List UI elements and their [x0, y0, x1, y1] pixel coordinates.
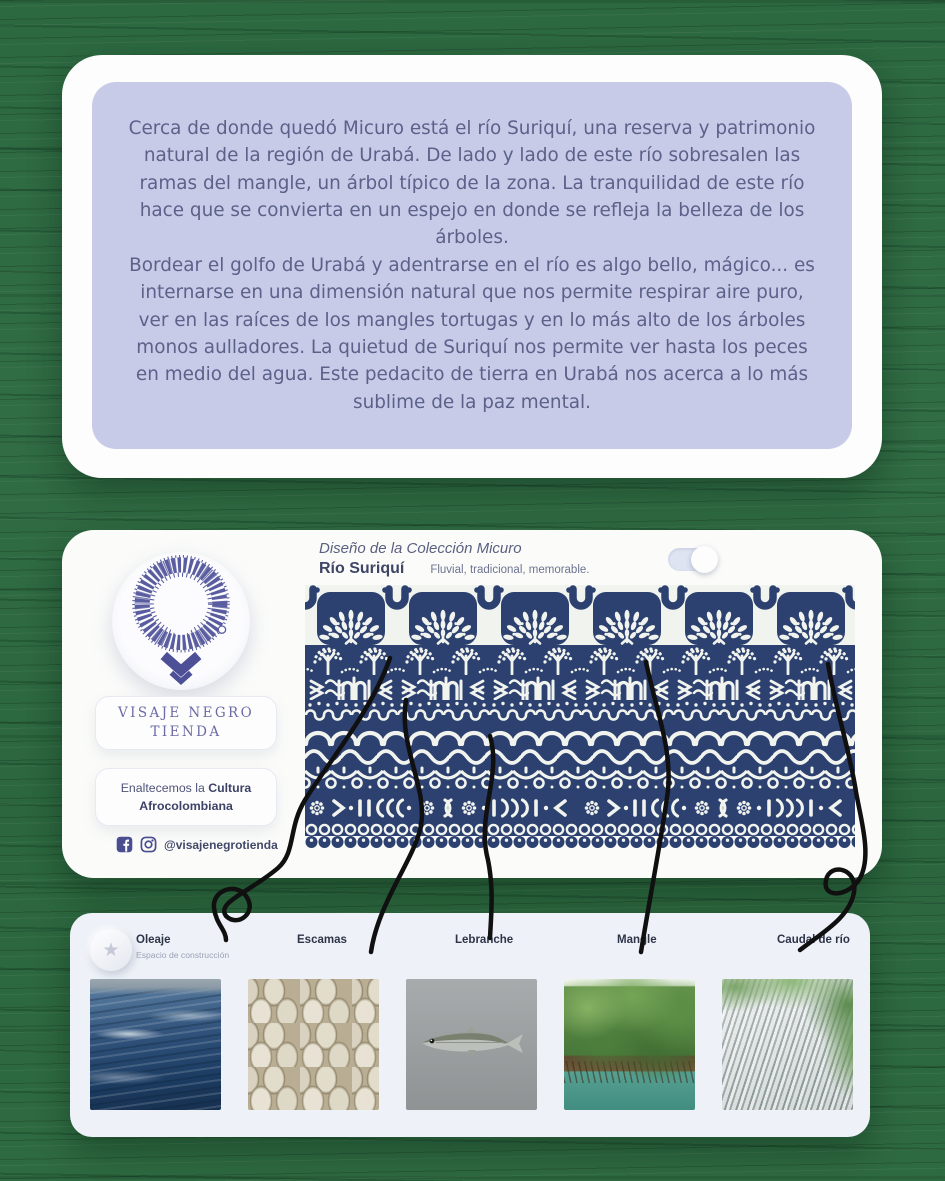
- social-row: [116, 836, 278, 853]
- caption-escamas: Escamas: [297, 934, 347, 946]
- textile-pattern-art: [305, 585, 855, 852]
- story-paragraph-2: Bordear el golfo de Urabá y adentrarse en el río es algo bello, mágico... es internarse en una dimensión natural que nos permite respirar aire puro, ver en las raíces de los mangles tortugas y en lo más alto de los árboles monos aulladores. La quietud de Suriquí nos permite ver hasta los peces en medio del agua. Este pedacito de tierra en Urabá nos acerca a lo más sublime de la paz mental.: [129, 254, 815, 413]
- inspiration-card: [70, 913, 870, 1137]
- caption-lebranche: Lebranche: [455, 934, 514, 946]
- design-tags: Fluvial, tradicional, memorable.: [430, 564, 590, 576]
- thumbnail-row: [90, 979, 853, 1110]
- tagline-line2: Afrocolombiana: [139, 799, 233, 813]
- caption-oleaje: Oleaje Espacio de construcción: [136, 934, 230, 960]
- fish-illustration: [406, 979, 537, 1110]
- star-icon: ★: [102, 939, 120, 961]
- design-card: [62, 530, 882, 878]
- thumbnail-mangle[interactable]: [564, 979, 695, 1110]
- caption-caudal: Caudal de río: [777, 934, 850, 946]
- toggle-knob: [691, 546, 718, 573]
- star-badge: [90, 929, 132, 971]
- story-text-box: [92, 82, 852, 449]
- brand-logo: [112, 552, 250, 690]
- visaje-negro-emblem-icon: [112, 552, 250, 690]
- brand-name-line2: TIENDA: [150, 724, 222, 740]
- textile-pattern: [305, 585, 855, 852]
- facebook-icon[interactable]: [116, 836, 133, 853]
- thumbnail-escamas[interactable]: [248, 979, 379, 1110]
- brand-name-line1: VISAJE NEGRO: [117, 705, 255, 721]
- story-paragraph-1: Cerca de donde quedó Micuro está el río Suriquí, una reserva y patrimonio natural de la región de Urabá. De lado y lado de este río sobresalen las ramas del mangle, un árbol típico de la zona. La tranquilidad de este río hace que se convierta en un espejo en donde se refleja la belleza de los árboles.: [128, 117, 816, 249]
- caption-mangle: Mangle: [617, 934, 657, 946]
- collection-label: Diseño de la Colección Micuro: [319, 540, 522, 557]
- social-handle[interactable]: @visajenegrotienda: [164, 837, 278, 852]
- brand-tagline-box: [95, 768, 277, 826]
- thumbnail-lebranche[interactable]: [406, 979, 537, 1110]
- story-card: [62, 55, 882, 478]
- toggle-switch[interactable]: [668, 548, 716, 571]
- thumbnail-oleaje[interactable]: [90, 979, 221, 1110]
- thumbnail-caudal[interactable]: [722, 979, 853, 1110]
- brand-name-box: [95, 696, 277, 750]
- tagline-line1: Enaltecemos la Cultura: [120, 781, 252, 795]
- instagram-icon[interactable]: [140, 836, 157, 853]
- design-name: Río Suriquí: [319, 560, 405, 577]
